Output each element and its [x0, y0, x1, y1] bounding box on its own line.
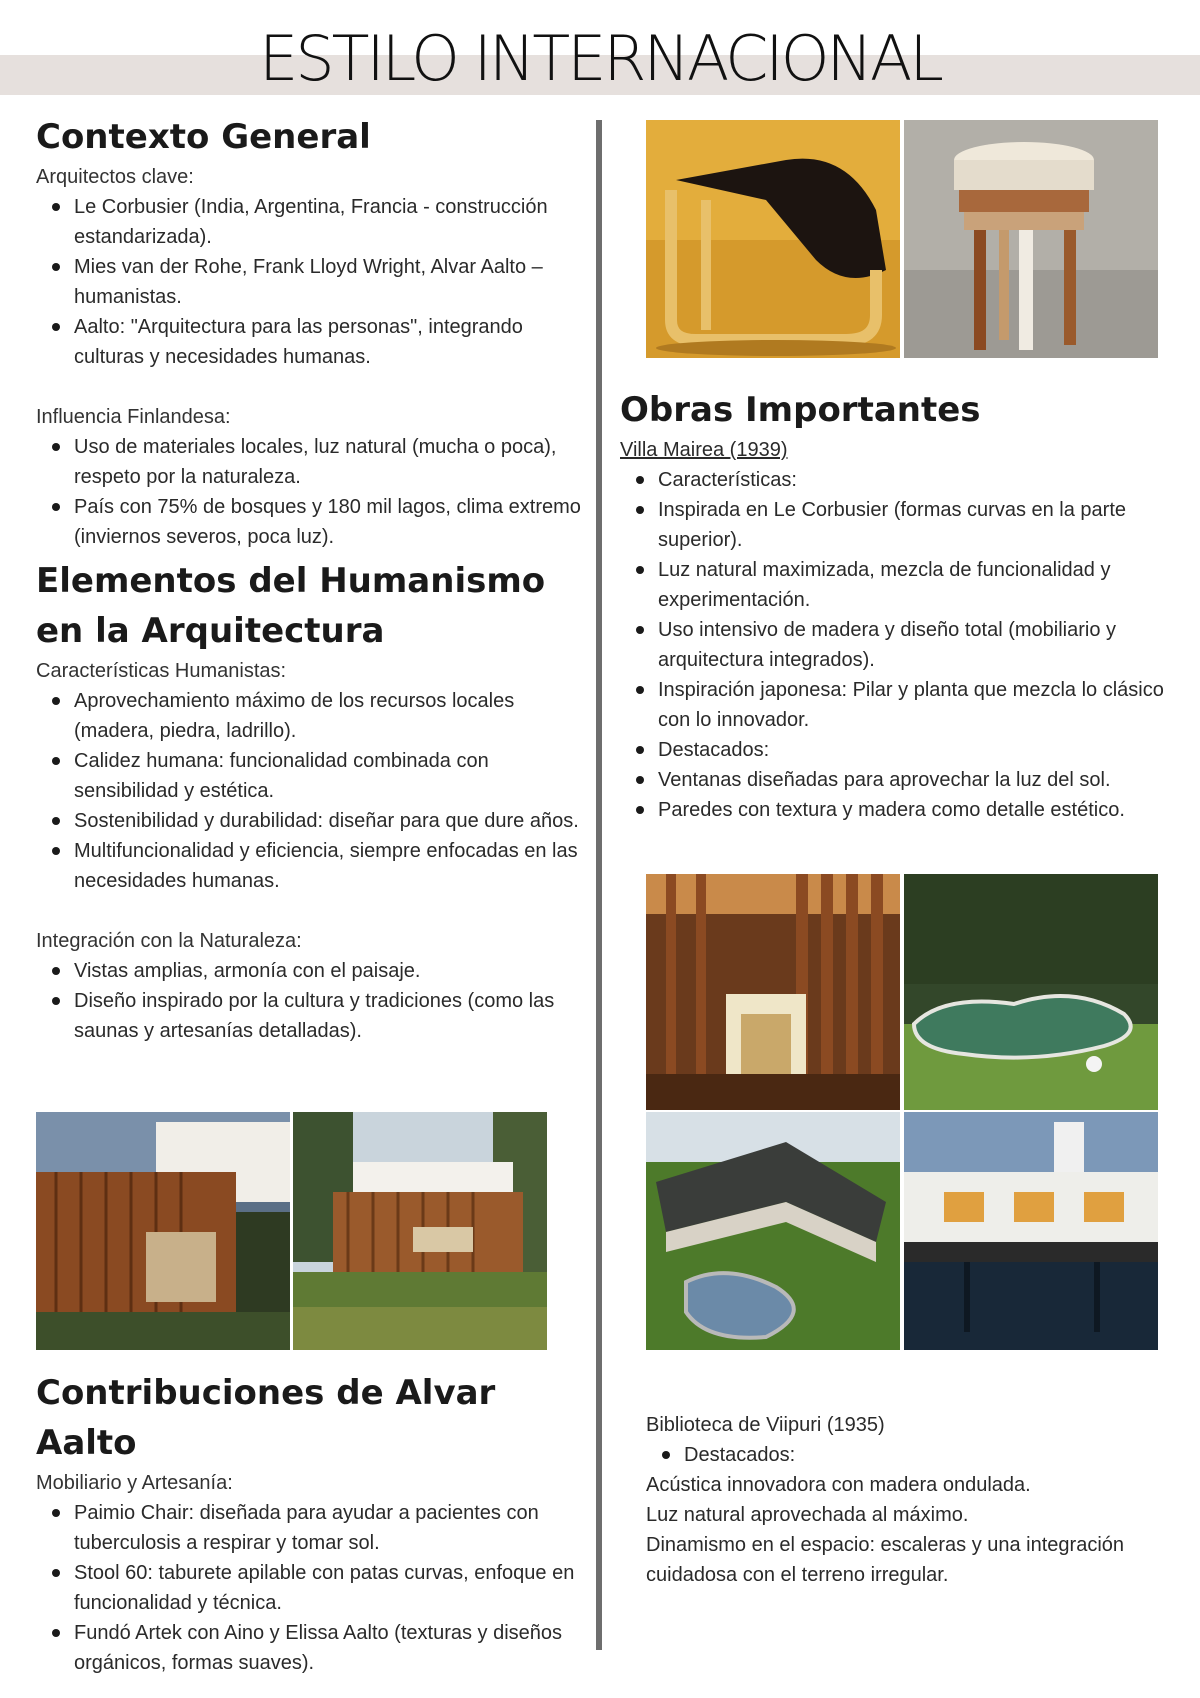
photo-mairea-aerial — [646, 1112, 900, 1350]
heading-obras: Obras Importantes — [620, 390, 981, 430]
label-arquitectos: Arquitectos clave: — [36, 166, 194, 188]
list-caracteristicas — [36, 686, 581, 896]
list-item: Destacados: — [658, 735, 1180, 765]
list-item: Mies van der Rohe, Frank Lloyd Wright, Alvar Aalto – humanistas. — [74, 252, 581, 312]
biblioteca-line: Dinamismo en el espacio: escaleras y una integración cuidadosa con el terreno irregular. — [646, 1534, 1125, 1586]
list-arquitectos — [36, 192, 581, 372]
section-contribuciones — [36, 1368, 581, 1678]
list-item: Luz natural maximizada, mezcla de funcionalidad y experimentación. — [658, 555, 1180, 615]
biblioteca-line: Acústica innovadora con madera ondulada. — [646, 1474, 1031, 1496]
photo-paimio-chair — [646, 120, 900, 358]
list-item: Stool 60: taburete apilable con patas curvas, enfoque en funcionalidad y técnica. — [74, 1558, 581, 1618]
label-mobiliario: Mobiliario y Artesanía: — [36, 1472, 233, 1494]
list-item: Calidez humana: funcionalidad combinada con sensibilidad y estética. — [74, 746, 581, 806]
label-integracion: Integración con la Naturaleza: — [36, 930, 302, 952]
list-item: Paimio Chair: diseñada para ayudar a pacientes con tuberculosis a respirar y tomar sol. — [74, 1498, 581, 1558]
list-item: Diseño inspirado por la cultura y tradiciones (como las saunas y artesanías detalladas). — [74, 986, 581, 1046]
list-influencia — [36, 432, 581, 552]
list-item: Sostenibilidad y durabilidad: diseñar para que dure años. — [74, 806, 581, 836]
photo-mairea-pool — [904, 874, 1158, 1110]
list-item: Multifuncionalidad y eficiencia, siempre enfocadas en las necesidades humanas. — [74, 836, 581, 896]
list-biblioteca — [646, 1440, 1176, 1470]
photo-mairea-night — [904, 1112, 1158, 1350]
photo-villa-garden — [293, 1112, 547, 1350]
biblioteca-title: Biblioteca de Viipuri (1935) — [646, 1414, 885, 1436]
heading-contribuciones: Contribuciones de Alvar Aalto — [36, 1373, 496, 1463]
list-mobiliario — [36, 1498, 581, 1678]
list-item: Ventanas diseñadas para aprovechar la luz del sol. — [658, 765, 1180, 795]
list-item: Inspiración japonesa: Pilar y planta que mezcla lo clásico con lo innovador. — [658, 675, 1180, 735]
photo-mairea-interior — [646, 874, 900, 1110]
list-integracion — [36, 956, 581, 1046]
heading-contexto: Contexto General — [36, 117, 371, 157]
villa-mairea-title: Villa Mairea (1939) — [620, 439, 788, 461]
list-item: Paredes con textura y madera como detalle estético. — [658, 795, 1180, 825]
list-item: Uso intensivo de madera y diseño total (mobiliario y arquitectura integrados). — [658, 615, 1180, 675]
photo-stool-60 — [904, 120, 1158, 358]
label-influencia: Influencia Finlandesa: — [36, 406, 231, 428]
list-item: Vistas amplias, armonía con el paisaje. — [74, 956, 581, 986]
section-obras — [620, 385, 1180, 825]
list-item: Características: — [658, 465, 1180, 495]
list-item: Fundó Artek con Aino y Elissa Aalto (texturas y diseños orgánicos, formas suaves). — [74, 1618, 581, 1678]
list-item: Le Corbusier (India, Argentina, Francia - construcción estandarizada). — [74, 192, 581, 252]
list-item: Uso de materiales locales, luz natural (mucha o poca), respeto por la naturaleza. — [74, 432, 581, 492]
list-villa-mairea — [620, 465, 1180, 825]
list-item: Aprovechamiento máximo de los recursos locales (madera, piedra, ladrillo). — [74, 686, 581, 746]
biblioteca-line: Luz natural aprovechada al máximo. — [646, 1504, 969, 1526]
label-caracteristicas: Características Humanistas: — [36, 660, 287, 682]
column-divider — [596, 120, 602, 1650]
section-biblioteca — [646, 1410, 1176, 1590]
heading-elementos: Elementos del Humanismo en la Arquitectura — [36, 561, 546, 651]
list-item: Destacados: — [684, 1440, 1176, 1470]
page-title: ESTILO INTERNACIONAL — [259, 22, 941, 95]
photo-villa-facade — [36, 1112, 290, 1350]
list-item: Aalto: "Arquitectura para las personas", integrando culturas y necesidades humanas. — [74, 312, 581, 372]
section-contexto — [36, 112, 581, 1046]
list-item: País con 75% de bosques y 180 mil lagos, clima extremo (inviernos severos, poca luz). — [74, 492, 581, 552]
list-item: Inspirada en Le Corbusier (formas curvas en la parte superior). — [658, 495, 1180, 555]
